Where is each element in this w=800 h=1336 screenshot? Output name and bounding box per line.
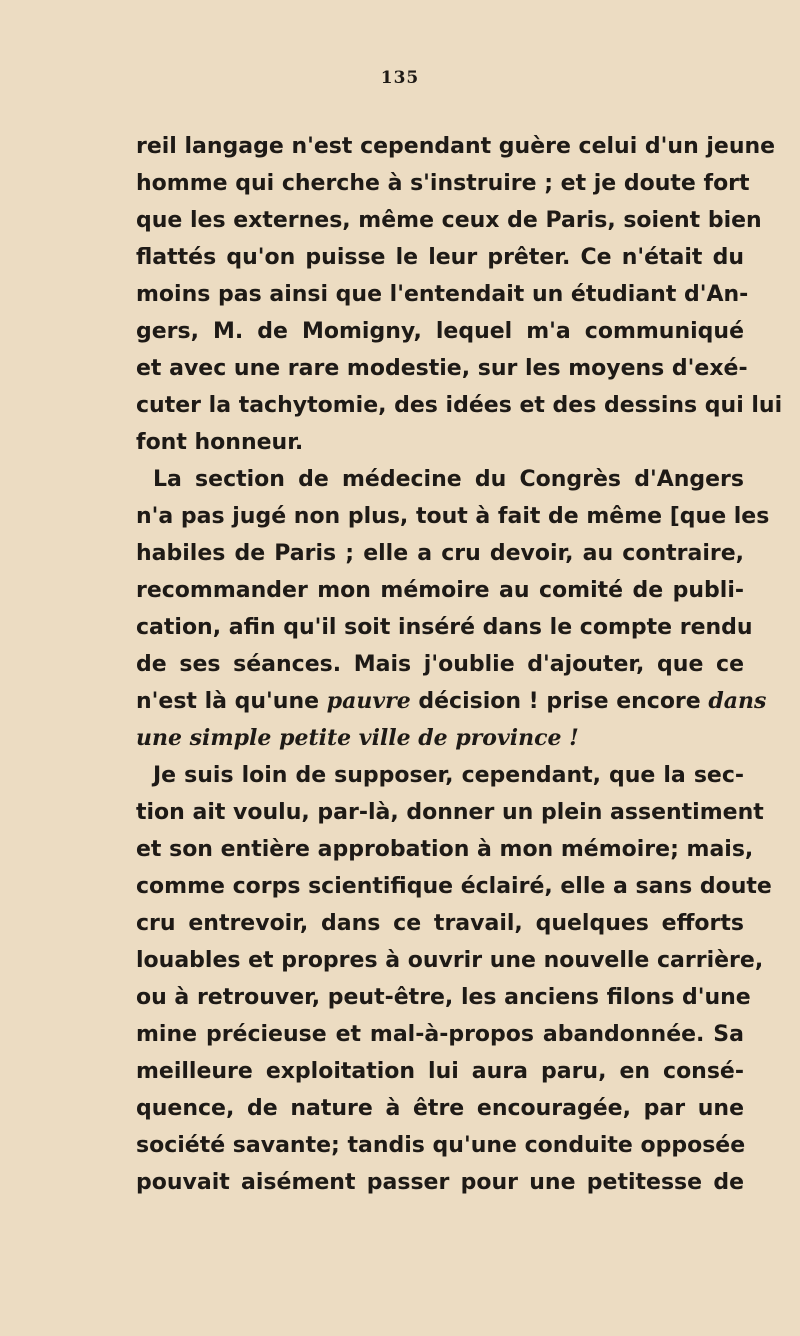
text-line: reil langage n'est cependant guère celui d'un jeune (136, 134, 776, 159)
text-line: tion ait voulu, par-là, donner un plein assentiment (136, 800, 764, 825)
text-line: et avec une rare modestie, sur les moyens d'exé- (136, 356, 748, 381)
text-line: homme qui cherche à s'instruire ; et je doute fort (136, 171, 750, 196)
text-line (136, 683, 767, 720)
italic-line: une simple petite ville de province ! (136, 725, 579, 751)
text-line: mine précieuse et mal-à-propos abandonnée. Sa (136, 1022, 744, 1047)
text-line: gers, M. de Momigny, lequel m'a communiqué (136, 319, 744, 344)
paragraph-start-line: La section de médecine du Congrès d'Angers (153, 467, 744, 492)
text-run: décision ! prise encore (410, 689, 709, 714)
text-line: ou à retrouver, peut-être, les anciens filons d'une (136, 985, 751, 1010)
text-line: pouvait aisément passer pour une petitesse de (136, 1170, 744, 1195)
text-line: que les externes, même ceux de Paris, soient bien (136, 208, 762, 233)
text-line: habiles de Paris ; elle a cru devoir, au contraire, (136, 541, 744, 566)
text-line: moins pas ainsi que l'entendait un étudiant d'An- (136, 282, 749, 307)
body-text (136, 128, 783, 1201)
text-line: de ses séances. Mais j'oublie d'ajouter, que ce (136, 652, 744, 677)
text-line: louables et propres à ouvrir une nouvelle carrière, (136, 948, 764, 973)
text-line: n'a pas jugé non plus, tout à fait de même [que les (136, 504, 770, 529)
text-line: cuter la tachytomie, des idées et des dessins qui lui (136, 393, 783, 418)
text-line: recommander mon mémoire au comité de publi- (136, 578, 744, 603)
text-line: cation, afin qu'il soit inséré dans le compte rendu (136, 615, 753, 640)
text-line: flattés qu'on puisse le leur prêter. Ce n'était du (136, 245, 744, 270)
italic-text: pauvre (326, 688, 411, 714)
text-line: quence, de nature à être encouragée, par une (136, 1096, 744, 1121)
paragraph-start-line: Je suis loin de supposer, cependant, que la sec- (153, 763, 744, 788)
text-line: société savante; tandis qu'une conduite opposée (136, 1133, 746, 1158)
paragraph-end-line: font honneur. (136, 430, 304, 455)
text-line: cru entrevoir, dans ce travail, quelques efforts (136, 911, 744, 936)
text-line: et son entière approbation à mon mémoire; mais, (136, 837, 754, 862)
text-line: meilleure exploitation lui aura paru, en consé- (136, 1059, 744, 1084)
text-line: comme corps scientifique éclairé, elle a sans doute (136, 874, 772, 899)
italic-text: dans (708, 688, 767, 714)
text-run: n'est là qu'une (136, 689, 327, 714)
page-number: 135 (380, 68, 420, 88)
